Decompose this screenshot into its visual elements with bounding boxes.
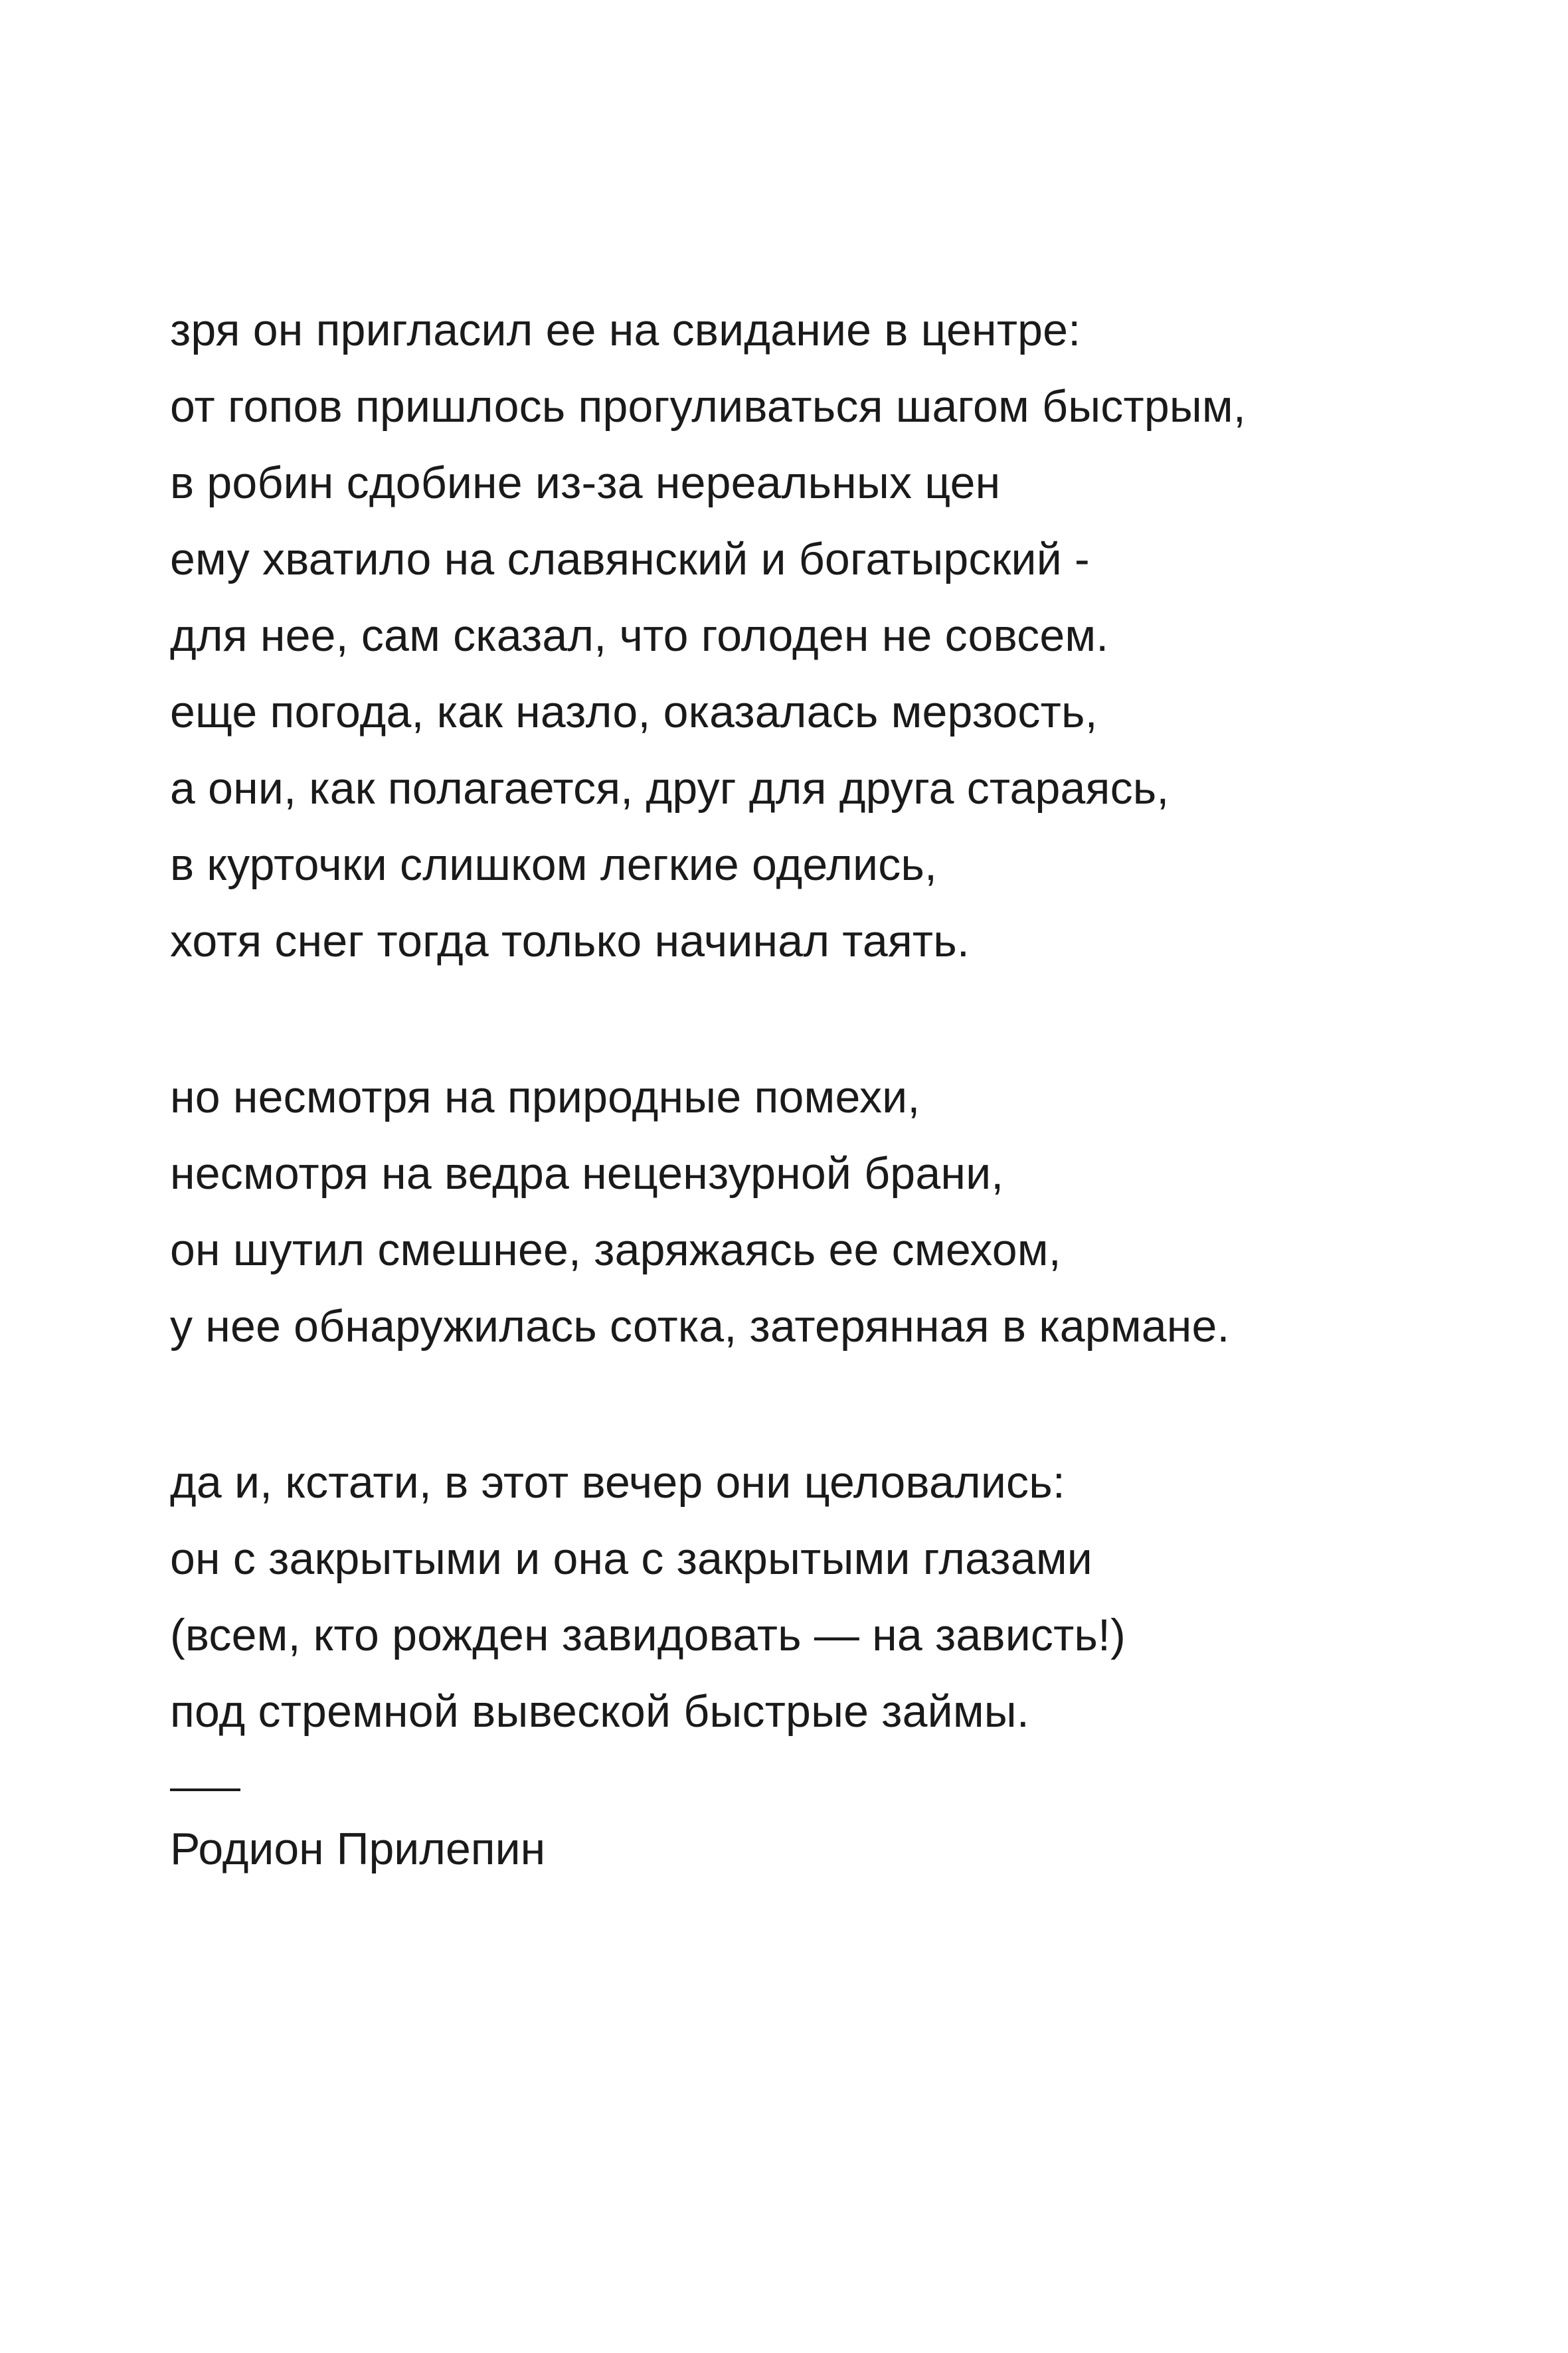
- poem-line: в курточки слишком легкие оделись,: [170, 839, 938, 890]
- poem-line: он с закрытыми и она с закрытыми глазами: [170, 1533, 1092, 1584]
- author-separator-rule: [170, 1788, 240, 1791]
- poem-line: несмотря на ведра нецензурной брани,: [170, 1148, 1004, 1199]
- stanza-3: [170, 1444, 1551, 1750]
- poem-line: для нее, сам сказал, что голоден не совсем.: [170, 610, 1109, 661]
- poem-line: (всем, кто рожден завидовать — на зависть!): [170, 1610, 1126, 1660]
- poem-line: хотя снег тогда только начинал таять.: [170, 916, 970, 966]
- poem-line: в робин сдобине из-за нереальных цен: [170, 458, 1001, 508]
- poem-line: под стремной вывеской быстрые займы.: [170, 1686, 1029, 1737]
- poem-line: зря он пригласил ее на свидание в центре:: [170, 305, 1081, 355]
- poem-line: от гопов пришлось прогуливаться шагом быстрым,: [170, 381, 1246, 432]
- poem-line: ему хватило на славянский и богатырский -: [170, 534, 1090, 584]
- poem-line: еще погода, как назло, оказалась мерзость,: [170, 687, 1098, 737]
- poem-line: да и, кстати, в этот вечер они целовались:: [170, 1457, 1065, 1508]
- stanza-1: [170, 292, 1551, 980]
- author-name: Родион Прилепин: [170, 1824, 546, 1874]
- poem-line: а они, как полагается, друг для друга стараясь,: [170, 763, 1170, 814]
- poem: [170, 292, 1551, 1887]
- poem-line: но несмотря на природные помехи,: [170, 1072, 920, 1122]
- poem-line: у нее обнаружилась сотка, затерянная в кармане.: [170, 1301, 1230, 1351]
- poem-line: он шутил смешнее, заряжаясь ее смехом,: [170, 1225, 1061, 1275]
- stanza-2: [170, 1059, 1551, 1365]
